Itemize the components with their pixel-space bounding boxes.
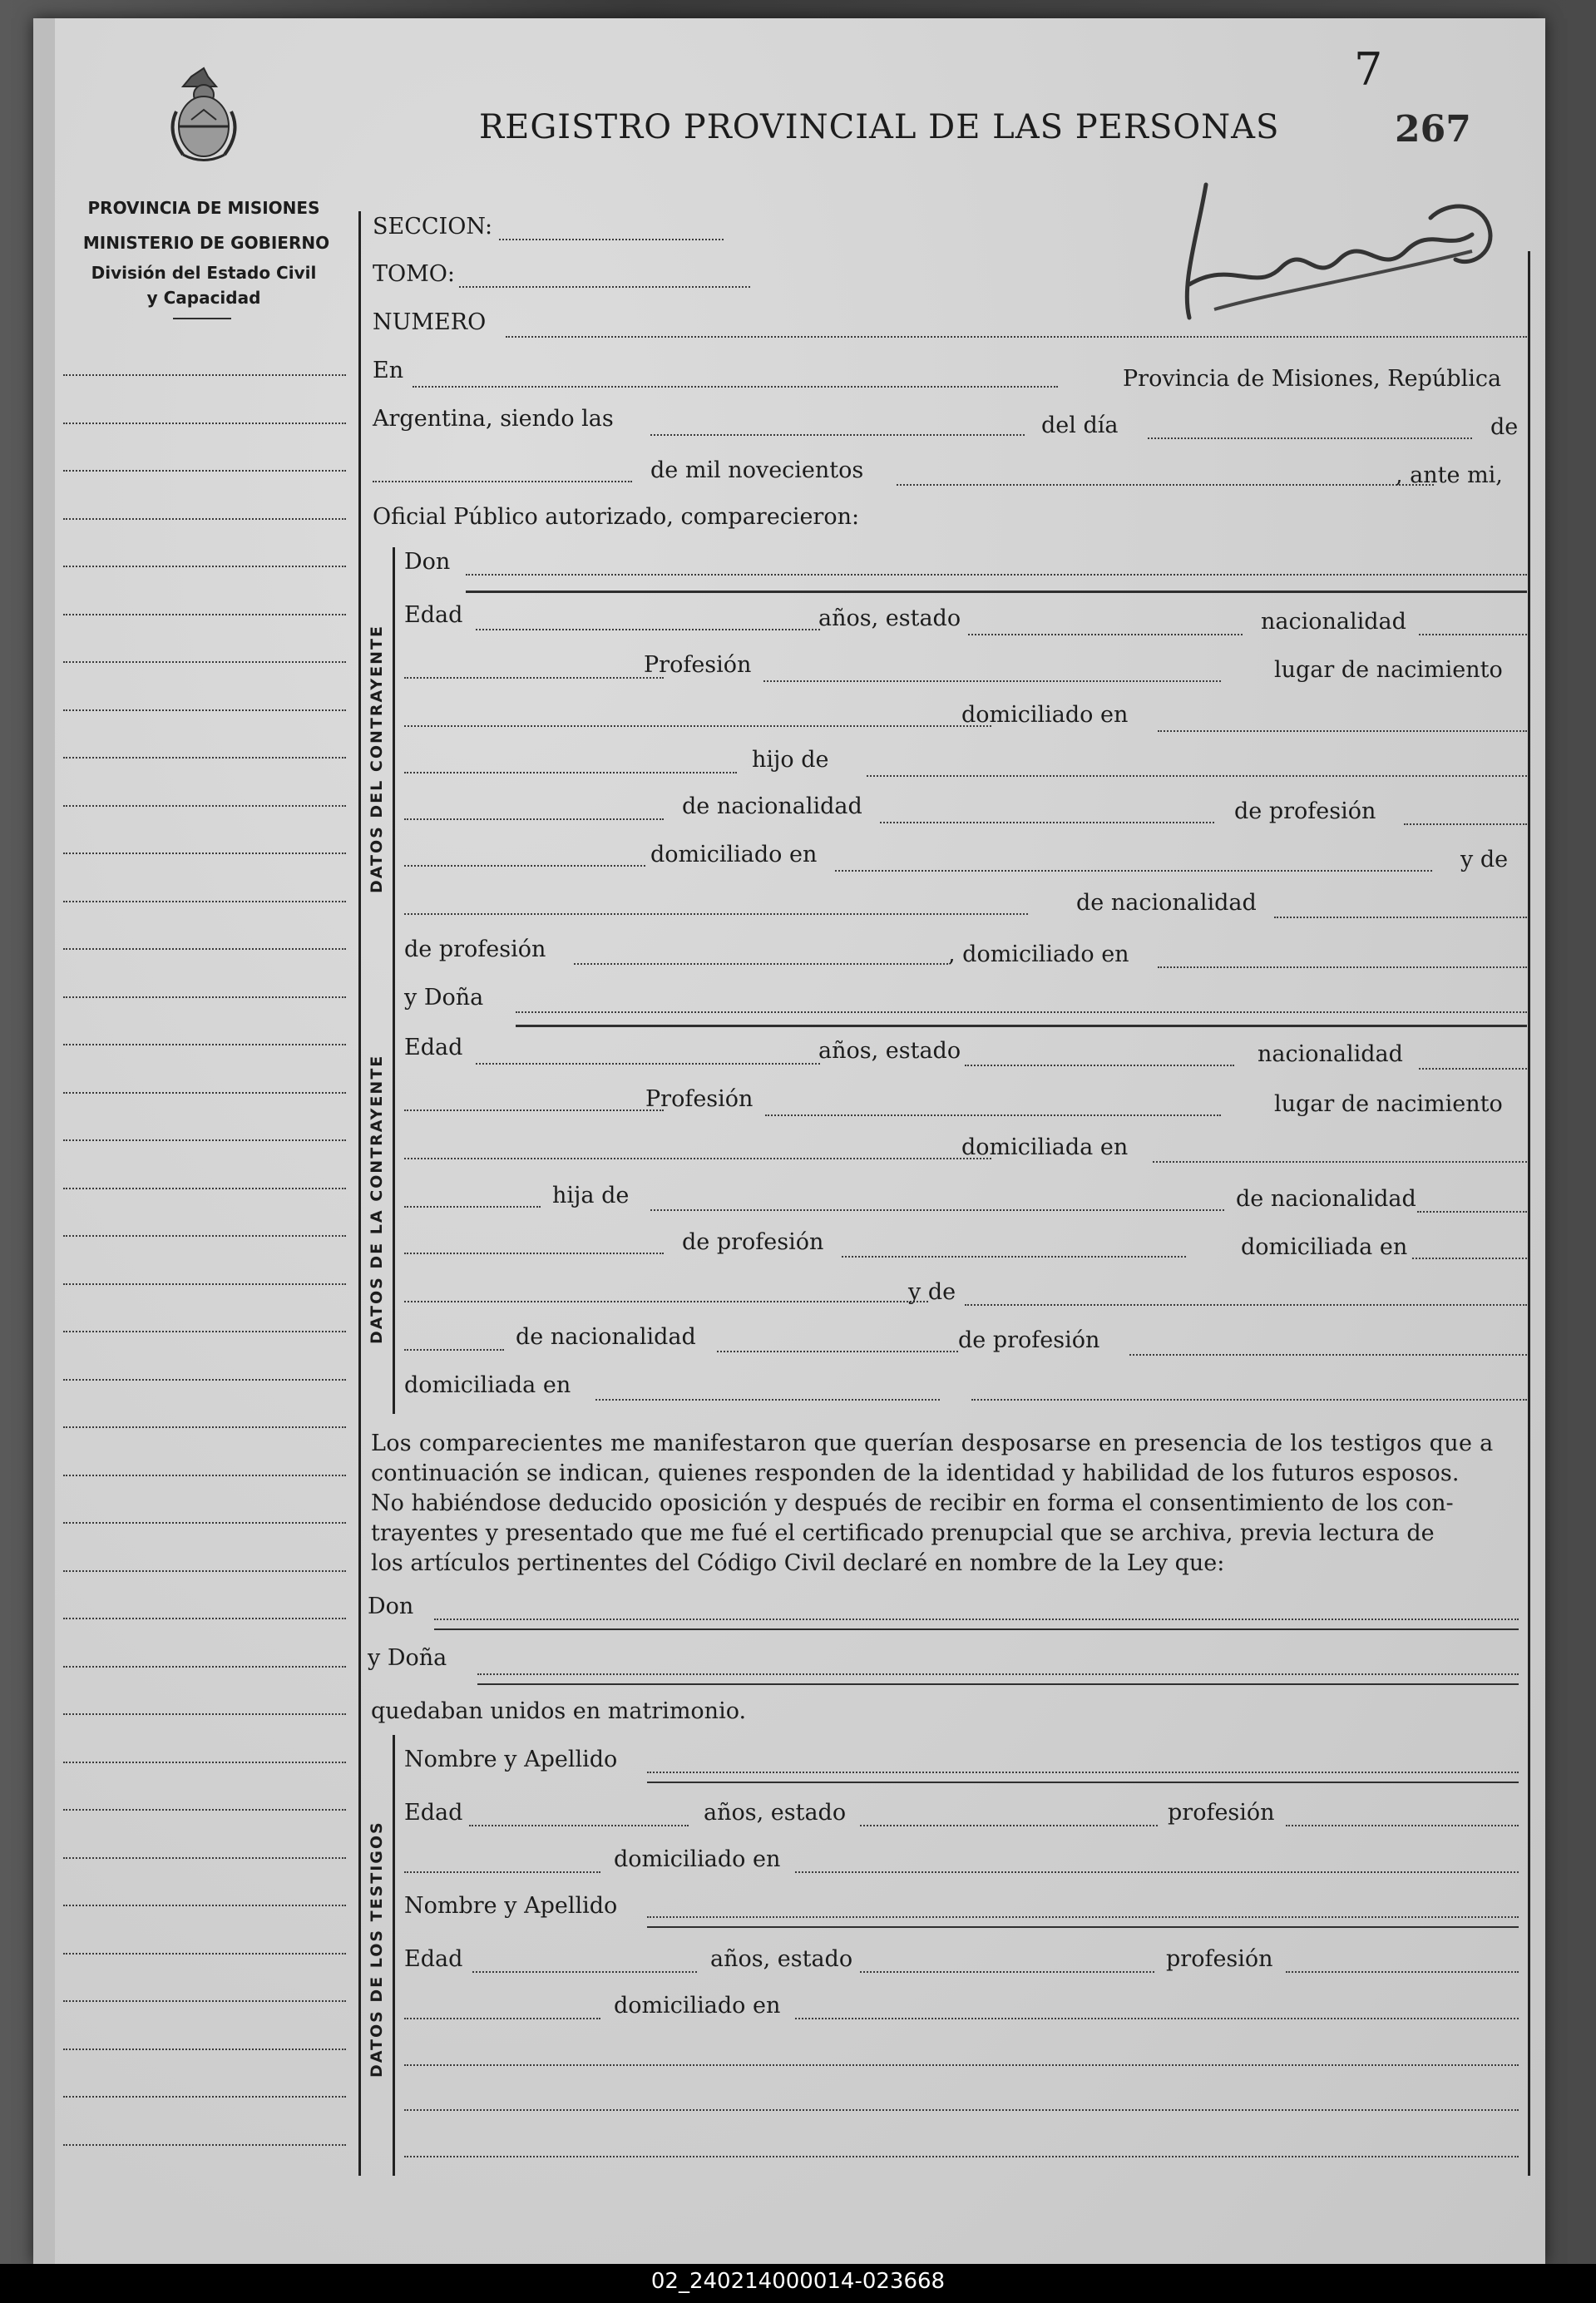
margin-line[interactable] bbox=[63, 2000, 346, 2002]
witness-extra-line2[interactable] bbox=[404, 2109, 1519, 2111]
statement-line2: continuación se indican, quienes responden de la identidad y habilidad de los futuros esposos. bbox=[371, 1460, 1460, 1486]
lugar-nac2-label: lugar de nacimiento bbox=[1274, 1091, 1503, 1117]
witness1-domiciliado-label: domiciliado en bbox=[614, 1846, 781, 1872]
witness-section-label: DATOS DE LOS TESTIGOS bbox=[368, 1821, 386, 2078]
groom-nationality-field[interactable] bbox=[1419, 634, 1527, 635]
margin-line[interactable] bbox=[63, 996, 346, 998]
groom-father-nationality-field[interactable] bbox=[880, 822, 1214, 823]
bride-father-address-field[interactable] bbox=[1412, 1258, 1527, 1259]
footer-filename: 02_240214000014-023668 bbox=[650, 2269, 946, 2294]
groom-father-profession-field[interactable] bbox=[1404, 823, 1527, 825]
binding-strip bbox=[33, 18, 55, 2264]
argentina-label: Argentina, siendo las bbox=[373, 406, 614, 432]
province-label: PROVINCIA DE MISIONES bbox=[87, 198, 320, 218]
witness1-name-label: Nombre y Apellido bbox=[404, 1747, 618, 1772]
margin-line[interactable] bbox=[63, 709, 346, 711]
de-nacionalidad4-label: de nacionalidad bbox=[516, 1324, 696, 1350]
margin-line[interactable] bbox=[63, 853, 346, 854]
statement-groom-field[interactable] bbox=[434, 1619, 1519, 1620]
y-de-label: y de bbox=[1460, 847, 1509, 872]
groom-father-prof2-field[interactable] bbox=[404, 865, 645, 867]
witness1-age-field[interactable] bbox=[469, 1825, 689, 1826]
margin-line[interactable] bbox=[63, 2144, 346, 2146]
margin-line[interactable] bbox=[63, 661, 346, 663]
stamp-number: 267 bbox=[1395, 108, 1471, 151]
groom-mother-field[interactable] bbox=[404, 913, 1028, 915]
domiciliada-label: domiciliada en bbox=[961, 1134, 1129, 1160]
groom-mother-profession-field[interactable] bbox=[574, 963, 948, 965]
lugar-nac-label: lugar de nacimiento bbox=[1274, 657, 1503, 683]
y-dona-label: y Doña bbox=[404, 985, 484, 1011]
domiciliado-label: domiciliado en bbox=[961, 702, 1129, 728]
divider bbox=[173, 318, 231, 319]
en-field[interactable] bbox=[413, 386, 1058, 388]
witness2-age-field[interactable] bbox=[472, 1971, 697, 1973]
bride-mother-address-field[interactable] bbox=[595, 1399, 940, 1401]
margin-line[interactable] bbox=[63, 566, 346, 567]
bride-mother-field[interactable] bbox=[965, 1304, 1527, 1306]
margin-line[interactable] bbox=[63, 1713, 346, 1715]
de-mil-label: de mil novecientos bbox=[650, 457, 864, 483]
domiciliada3-label: domiciliada en bbox=[404, 1372, 571, 1398]
groom-mother-nationality-field[interactable] bbox=[1274, 917, 1527, 918]
statement-line1: Los comparecientes me manifestaron que querían desposarse en presencia de los testigos que a bbox=[371, 1431, 1494, 1456]
del-dia-label: del día bbox=[1041, 413, 1119, 438]
bride-line2-field[interactable] bbox=[404, 1206, 541, 1208]
margin-line[interactable] bbox=[63, 1092, 346, 1094]
bride-name-field[interactable] bbox=[516, 1011, 1527, 1013]
statement-groom-rule bbox=[434, 1628, 1519, 1630]
statement-dona-label: y Doña bbox=[368, 1645, 447, 1671]
witness2-profesion-label: profesión bbox=[1166, 1946, 1273, 1972]
groom-line2-field[interactable] bbox=[404, 772, 737, 773]
groom-father-extra-field[interactable] bbox=[404, 818, 664, 820]
de-profesion4-label: de profesión bbox=[958, 1327, 1100, 1353]
margin-line[interactable] bbox=[63, 1809, 346, 1811]
page-number: 7 bbox=[1354, 43, 1383, 96]
witness1-estado-label: años, estado bbox=[704, 1800, 847, 1826]
left-rule bbox=[358, 211, 361, 2176]
margin-line[interactable] bbox=[63, 1331, 346, 1332]
dia-field[interactable] bbox=[1148, 437, 1472, 439]
witness-rule bbox=[393, 1735, 395, 2176]
margin-line[interactable] bbox=[63, 2096, 346, 2098]
groom-father-address-field[interactable] bbox=[835, 870, 1432, 872]
hija-de-label: hija de bbox=[552, 1183, 630, 1208]
bride-mother-nationality-field[interactable] bbox=[717, 1351, 958, 1352]
margin-line[interactable] bbox=[63, 1762, 346, 1763]
statement-line4: trayentes y presentado que me fué el certificado prenupcial que se archiva, previa lectura de bbox=[371, 1520, 1435, 1546]
bride-father-address2-field[interactable] bbox=[404, 1301, 928, 1302]
witness1-edad-label: Edad bbox=[404, 1800, 463, 1826]
margin-line[interactable] bbox=[63, 757, 346, 759]
bride-father-nationality-field[interactable] bbox=[1417, 1211, 1527, 1213]
bride-section-label: DATOS DE LA CONTRAYENTE bbox=[368, 1054, 386, 1344]
edad-label: Edad bbox=[404, 602, 463, 628]
witness-extra-line1[interactable] bbox=[404, 2064, 1519, 2066]
groom-name-rule bbox=[466, 591, 1527, 593]
witness2-estado-label: años, estado bbox=[710, 1946, 853, 1972]
margin-line[interactable] bbox=[63, 1522, 346, 1524]
domiciliado3-label: , domiciliado en bbox=[948, 941, 1129, 967]
margin-line[interactable] bbox=[63, 614, 346, 615]
groom-age-field[interactable] bbox=[476, 629, 820, 630]
statement-don-label: Don bbox=[368, 1594, 414, 1619]
groom-address-field[interactable] bbox=[1158, 730, 1527, 732]
margin-line[interactable] bbox=[63, 1618, 346, 1619]
de-profesion2-label: de profesión bbox=[404, 937, 546, 962]
witness1-name-rule bbox=[647, 1782, 1519, 1783]
signature-mark bbox=[1156, 168, 1522, 334]
groom-civil-state-field[interactable] bbox=[968, 634, 1243, 635]
witness2-address-field[interactable] bbox=[795, 2018, 1519, 2019]
tomo-field[interactable] bbox=[459, 286, 750, 288]
witness2-edad-label: Edad bbox=[404, 1946, 463, 1972]
hijo-de-label: hijo de bbox=[752, 747, 829, 773]
statement-line3: No habiéndose deducido oposición y después de recibir en forma el consentimiento de los con- bbox=[371, 1490, 1454, 1516]
coat-of-arms-icon bbox=[158, 62, 250, 170]
margin-line[interactable] bbox=[63, 1666, 346, 1668]
don-label: Don bbox=[404, 549, 451, 575]
bride-father-field[interactable] bbox=[650, 1209, 1224, 1211]
witness2-domiciliado-label: domiciliado en bbox=[614, 1993, 781, 2019]
de-label: de bbox=[1490, 414, 1519, 440]
seccion-field[interactable] bbox=[499, 239, 724, 240]
division-label: División del Estado Civil bbox=[91, 263, 317, 283]
quedaban-label: quedaban unidos en matrimonio. bbox=[371, 1698, 747, 1724]
bride-address-field[interactable] bbox=[1153, 1161, 1527, 1163]
hora-field[interactable] bbox=[650, 434, 1025, 436]
bride-mother-address2-field[interactable] bbox=[971, 1399, 1527, 1401]
margin-line[interactable] bbox=[63, 1857, 346, 1859]
margin-line[interactable] bbox=[63, 374, 346, 376]
provincia-label: Provincia de Misiones, República bbox=[1123, 366, 1502, 392]
groom-line-field[interactable] bbox=[404, 677, 664, 679]
groom-mother-address-field[interactable] bbox=[1158, 966, 1527, 968]
margin-line[interactable] bbox=[63, 805, 346, 807]
bride-mother-profession-field[interactable] bbox=[1129, 1354, 1527, 1356]
profesion-label: Profesión bbox=[644, 652, 752, 678]
ante-mi-label: , ante mi, bbox=[1396, 462, 1503, 488]
margin-line[interactable] bbox=[63, 1953, 346, 1955]
witness2-name-field[interactable] bbox=[647, 1916, 1519, 1918]
witness2-state-field[interactable] bbox=[860, 1971, 1154, 1973]
witness1-profession-field[interactable] bbox=[1286, 1825, 1519, 1826]
groom-birthplace-field[interactable] bbox=[404, 725, 991, 727]
bride-name-rule bbox=[516, 1025, 1527, 1027]
right-rule bbox=[1528, 251, 1530, 2176]
margin-line[interactable] bbox=[63, 1570, 346, 1572]
anos-estado2-label: años, estado bbox=[818, 1038, 961, 1064]
margin-line[interactable] bbox=[63, 423, 346, 424]
bride-father-extra-field[interactable] bbox=[404, 1253, 664, 1254]
margin-line[interactable] bbox=[63, 2048, 346, 2050]
section-rule bbox=[393, 547, 395, 1414]
statement-bride-field[interactable] bbox=[477, 1673, 1519, 1675]
groom-name-field[interactable] bbox=[466, 574, 1527, 576]
bride-mother-extra-field[interactable] bbox=[404, 1349, 504, 1351]
margin-line[interactable] bbox=[63, 948, 346, 950]
anos-estado-label: años, estado bbox=[818, 605, 961, 631]
margin-line[interactable] bbox=[63, 1188, 346, 1189]
nacionalidad2-label: nacionalidad bbox=[1258, 1041, 1403, 1067]
bride-civil-state-field[interactable] bbox=[965, 1065, 1234, 1066]
y-de2-label: y de bbox=[908, 1279, 956, 1305]
margin-line[interactable] bbox=[63, 1379, 346, 1381]
margin-line[interactable] bbox=[63, 901, 346, 902]
bride-line-field[interactable] bbox=[404, 1109, 664, 1111]
margin-line[interactable] bbox=[63, 1044, 346, 1045]
de-nacionalidad2-label: de nacionalidad bbox=[1076, 890, 1257, 916]
seccion-label: SECCION: bbox=[373, 214, 493, 240]
groom-father-field[interactable] bbox=[867, 775, 1527, 777]
statement-bride-rule bbox=[477, 1683, 1519, 1685]
witness1-name-field[interactable] bbox=[647, 1772, 1519, 1773]
de-nacionalidad3-label: de nacionalidad bbox=[1236, 1186, 1416, 1212]
document-page bbox=[33, 18, 1545, 2264]
edad2-label: Edad bbox=[404, 1035, 463, 1060]
bride-father-profession-field[interactable] bbox=[842, 1256, 1186, 1258]
groom-profession-field[interactable] bbox=[763, 680, 1221, 682]
witness2-line-field[interactable] bbox=[404, 2018, 600, 2019]
witness2-profession-field[interactable] bbox=[1286, 1971, 1519, 1973]
bride-profession-field[interactable] bbox=[765, 1114, 1221, 1116]
margin-line[interactable] bbox=[63, 518, 346, 520]
statement-line5: los artículos pertinentes del Código Civil declaré en nombre de la Ley que: bbox=[371, 1550, 1225, 1576]
tomo-label: TOMO: bbox=[373, 261, 456, 287]
witness1-state-field[interactable] bbox=[860, 1825, 1158, 1826]
bride-nationality-field[interactable] bbox=[1419, 1068, 1527, 1070]
groom-section-label: DATOS DEL CONTRAYENTE bbox=[368, 625, 386, 893]
oficial-label: Oficial Público autorizado, comparecieron: bbox=[373, 504, 860, 530]
margin-line[interactable] bbox=[63, 1905, 346, 1906]
witness2-name-rule bbox=[647, 1926, 1519, 1928]
numero-label: NUMERO bbox=[373, 309, 487, 335]
margin-line[interactable] bbox=[63, 1235, 346, 1237]
witness2-name-label: Nombre y Apellido bbox=[404, 1893, 618, 1919]
profesion2-label: Profesión bbox=[645, 1086, 754, 1112]
domiciliada2-label: domiciliada en bbox=[1241, 1234, 1408, 1260]
domiciliado2-label: domiciliado en bbox=[650, 842, 818, 867]
witness-extra-line3[interactable] bbox=[404, 2156, 1519, 2157]
mes-field[interactable] bbox=[373, 481, 632, 482]
capacity-label: y Capacidad bbox=[146, 288, 261, 308]
de-nacionalidad-label: de nacionalidad bbox=[682, 793, 862, 819]
ministry-label: MINISTERIO DE GOBIERNO bbox=[82, 233, 330, 253]
margin-line[interactable] bbox=[63, 1139, 346, 1141]
nacionalidad-label: nacionalidad bbox=[1261, 609, 1406, 635]
margin-line[interactable] bbox=[63, 1426, 346, 1428]
margin-line[interactable] bbox=[63, 1475, 346, 1476]
bride-age-field[interactable] bbox=[476, 1063, 820, 1065]
numero-field[interactable] bbox=[506, 336, 1527, 338]
margin-line[interactable] bbox=[63, 470, 346, 472]
de-profesion3-label: de profesión bbox=[682, 1229, 824, 1255]
anio-field[interactable] bbox=[897, 484, 1434, 486]
page-title: REGISTRO PROVINCIAL DE LAS PERSONAS bbox=[479, 108, 1280, 146]
witness1-address-field[interactable] bbox=[795, 1871, 1519, 1873]
witness1-profesion-label: profesión bbox=[1168, 1800, 1275, 1826]
en-label: En bbox=[373, 358, 404, 383]
margin-line[interactable] bbox=[63, 1283, 346, 1285]
de-profesion-label: de profesión bbox=[1234, 798, 1376, 824]
witness1-line-field[interactable] bbox=[404, 1871, 600, 1873]
bride-birthplace-field[interactable] bbox=[404, 1158, 991, 1159]
